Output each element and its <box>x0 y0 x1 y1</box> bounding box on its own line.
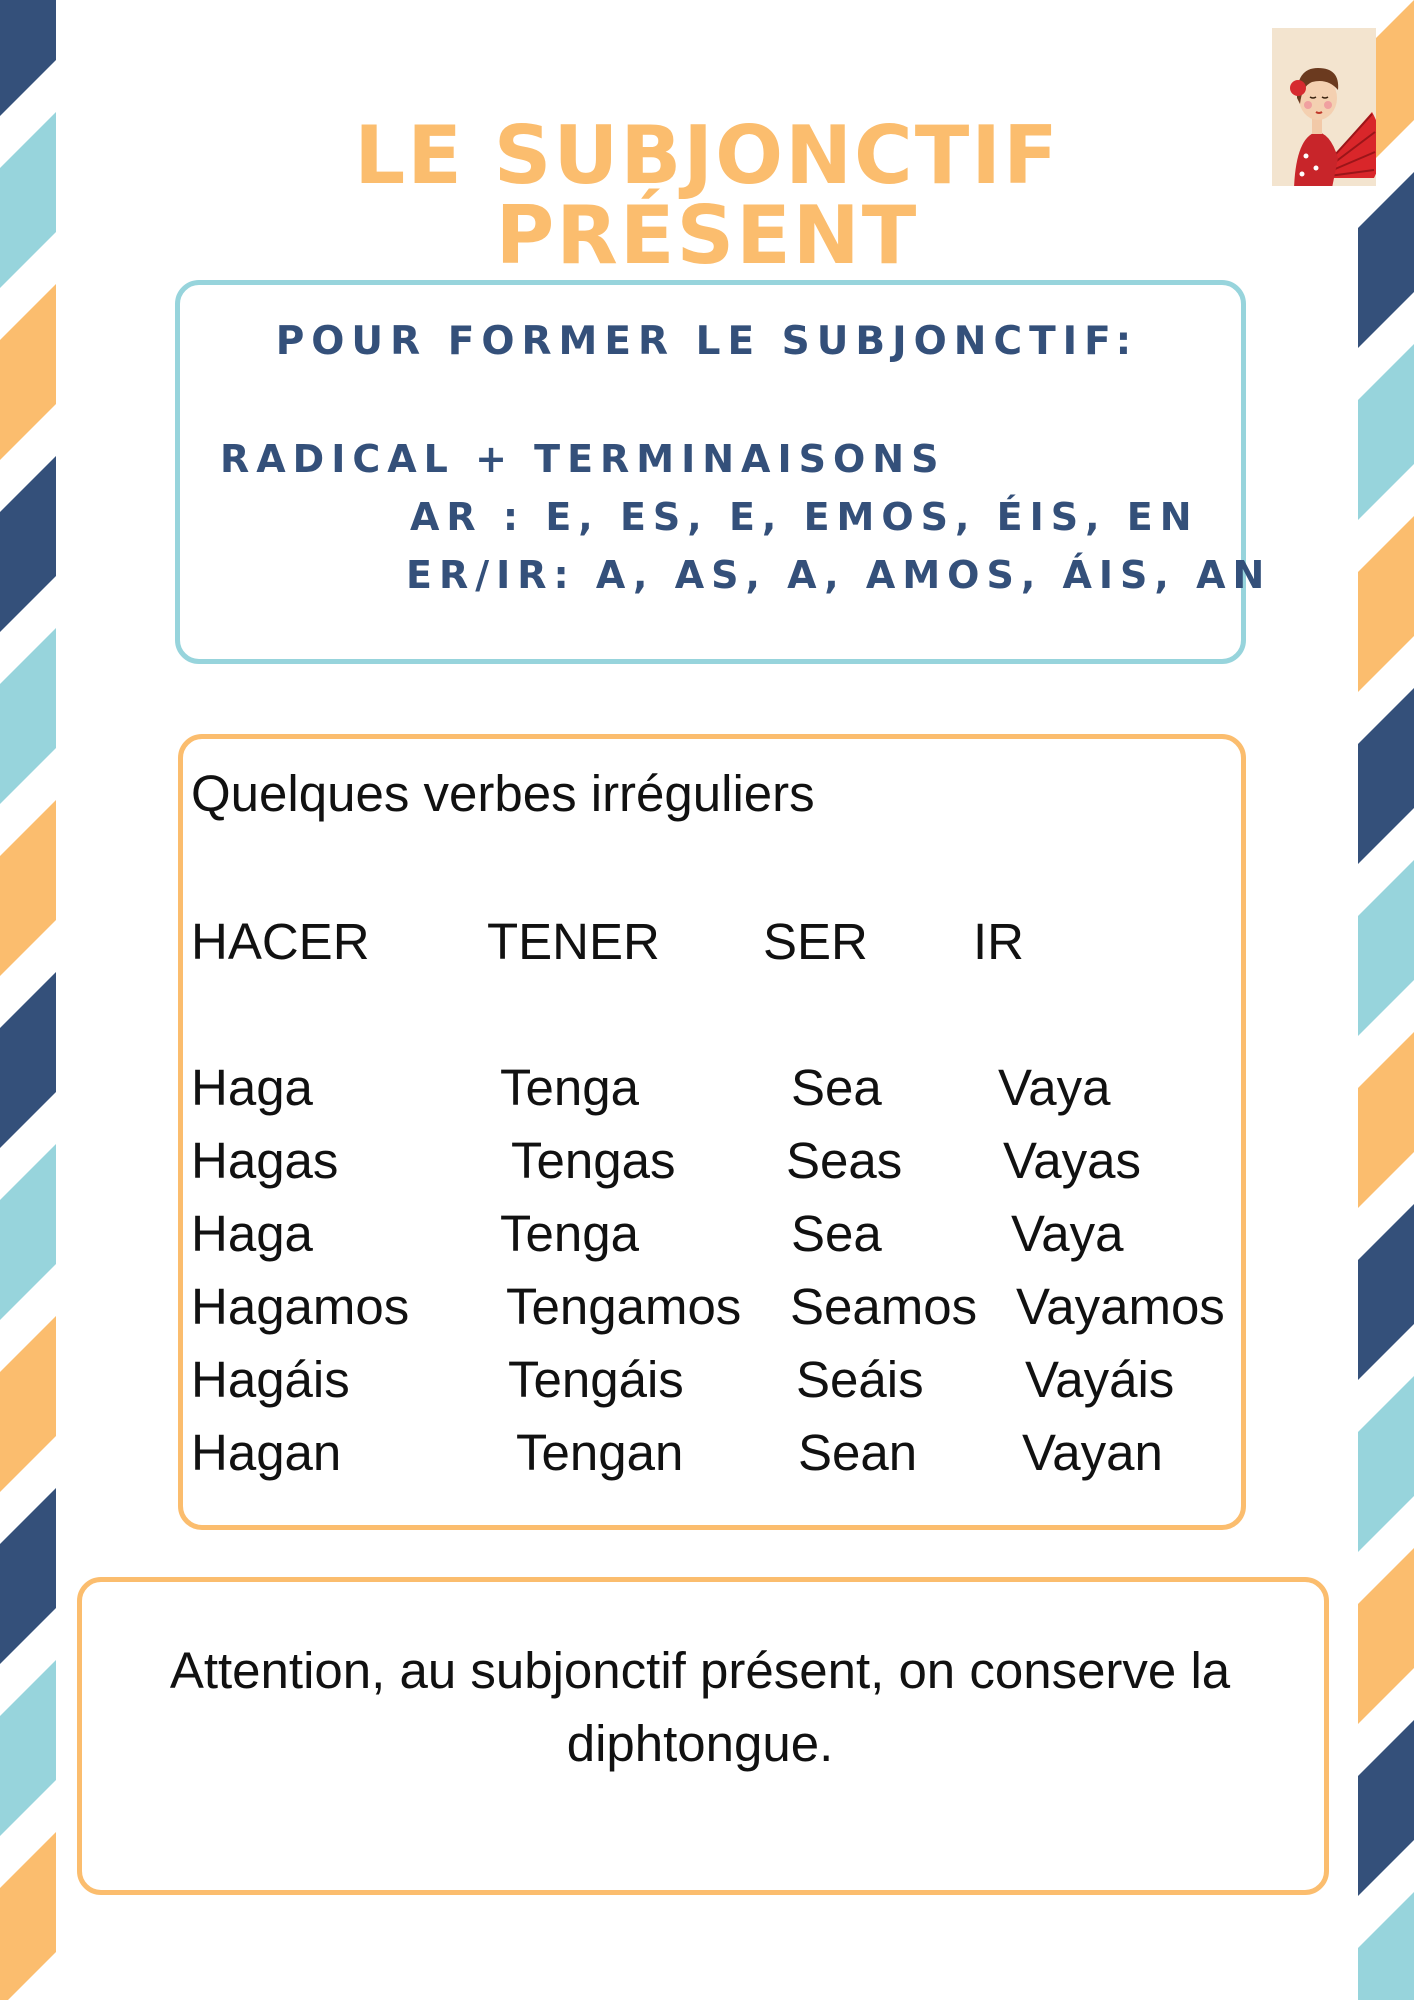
stripe-band <box>1358 1548 1414 1724</box>
conjugation-cell: Vayan <box>1022 1424 1163 1481</box>
stripe-band <box>1358 1720 1414 1896</box>
stripe-band <box>0 972 56 1148</box>
stripe-band <box>1358 1204 1414 1380</box>
stripe-band <box>0 456 56 632</box>
conjugation-cell: Tengáis <box>508 1351 684 1408</box>
stripe-band <box>0 1832 56 2000</box>
left-stripe-border <box>0 0 56 2000</box>
stripe-band <box>1358 344 1414 520</box>
rule-ar-endings: AR : E, ES, E, EMOS, ÉIS, EN <box>410 495 1199 539</box>
stripe-band <box>0 1144 56 1320</box>
conjugation-cell: Seas <box>786 1132 903 1189</box>
stripe-band <box>1358 688 1414 864</box>
stripe-band <box>0 1488 56 1664</box>
diphthong-note-text: Attention, au subjonctif présent, on conserve la diphtongue. <box>169 1642 1231 1772</box>
conjugation-cell: Sean <box>798 1424 918 1481</box>
conjugation-cell: Seáis <box>796 1351 924 1408</box>
conjugation-cell: Vayamos <box>1016 1278 1225 1335</box>
conjugation-cell: Vayas <box>1003 1132 1141 1189</box>
verb-header-ir: IR <box>973 913 1024 970</box>
verb-header-tener: TENER <box>487 913 660 970</box>
conjugation-cell: Tenga <box>500 1059 639 1116</box>
stripe-band <box>1358 1376 1414 1552</box>
conjugation-cell: Sea <box>791 1205 882 1262</box>
stripe-band <box>1358 1032 1414 1208</box>
conjugation-cell: Sea <box>791 1059 882 1116</box>
stripe-band <box>0 112 56 288</box>
page-title: LE SUBJONCTIF PRÉSENT <box>354 109 1060 282</box>
stripe-band <box>0 0 56 116</box>
conjugation-cell: Vaya <box>998 1059 1111 1116</box>
conjugation-cell: Tengas <box>511 1132 676 1189</box>
conjugation-cell: Vayáis <box>1025 1351 1175 1408</box>
conjugation-cell: Haga <box>191 1059 313 1116</box>
rule-er-ir-endings: ER/IR: A, AS, A, AMOS, ÁIS, AN <box>406 553 1272 597</box>
rule-heading: POUR FORMER LE SUBJONCTIF: <box>275 319 1139 364</box>
irregular-verbs-heading: Quelques verbes irréguliers <box>191 765 815 822</box>
conjugation-cell: Hagan <box>191 1424 342 1481</box>
stripe-band <box>0 1660 56 1836</box>
stripe-band <box>1358 516 1414 692</box>
conjugation-cell: Hagamos <box>191 1278 410 1335</box>
conjugation-cell: Vaya <box>1011 1205 1124 1262</box>
conjugation-cell: Tenga <box>500 1205 639 1262</box>
stripe-band <box>0 800 56 976</box>
verb-header-ser: SER <box>763 913 868 970</box>
conjugation-cell: Tengan <box>516 1424 684 1481</box>
conjugation-cell: Tengamos <box>506 1278 742 1335</box>
conjugation-cell: Seamos <box>790 1278 978 1335</box>
right-stripe-border <box>1358 0 1414 2000</box>
conjugation-cell: Hagáis <box>191 1351 350 1408</box>
conjugation-cell: Hagas <box>191 1132 339 1189</box>
stripe-band <box>1358 1892 1414 2000</box>
stripe-band <box>0 1316 56 1492</box>
verb-header-hacer: HACER <box>191 913 370 970</box>
conjugation-cell: Haga <box>191 1205 313 1262</box>
stripe-band <box>1358 860 1414 1036</box>
stripe-band <box>0 628 56 804</box>
rule-radical-line: RADICAL + TERMINAISONS <box>220 437 946 481</box>
stripe-band <box>0 284 56 460</box>
flamenco-dancer-illustration <box>1272 28 1376 186</box>
